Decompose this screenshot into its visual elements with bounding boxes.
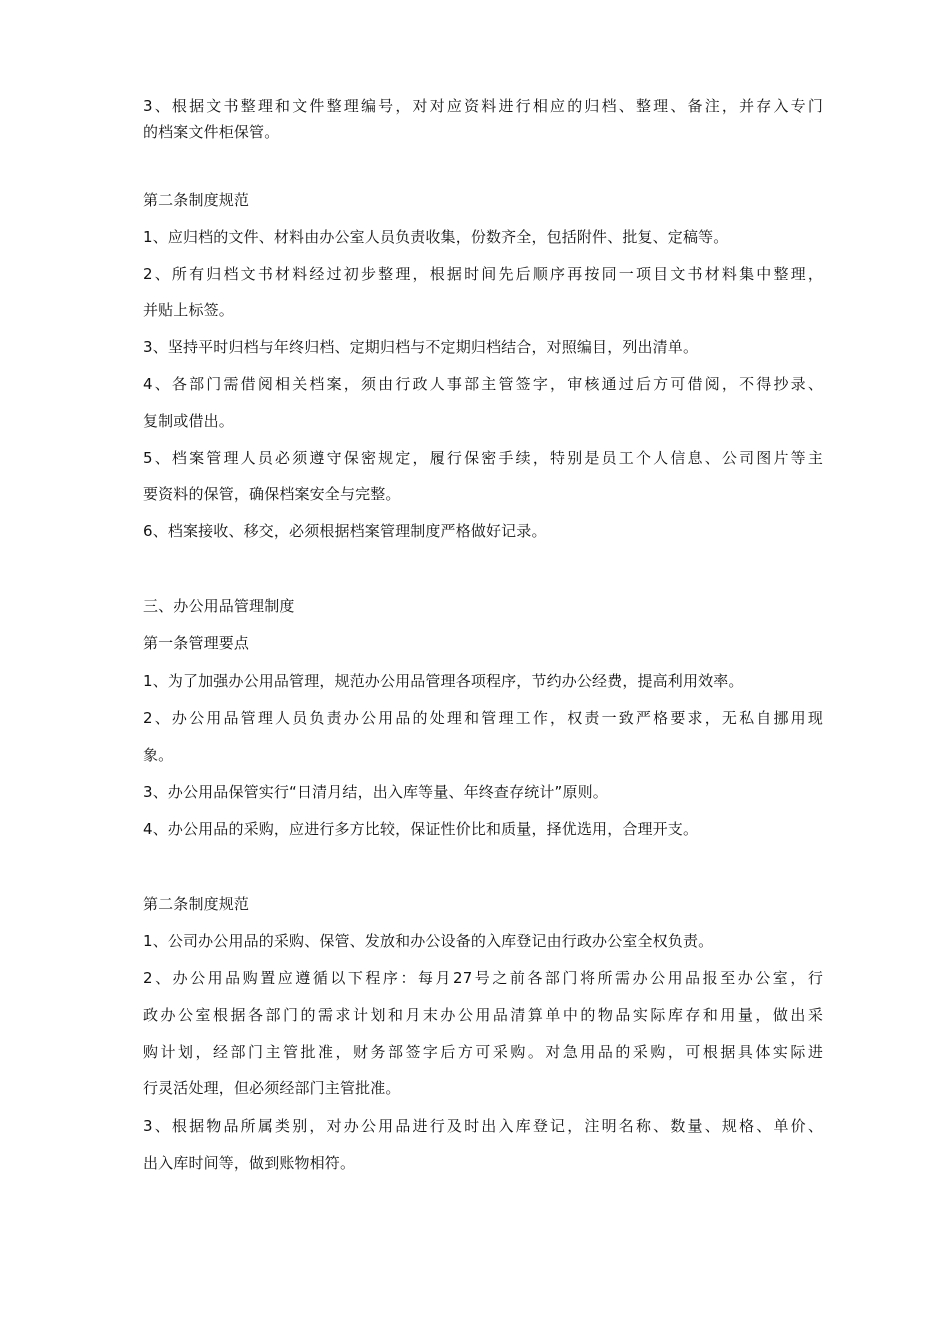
- text-line: 6、档案接收、移交，必须根据档案管理制度严格做好记录。: [143, 522, 547, 540]
- text-line: 并贴上标签。: [143, 301, 234, 319]
- text-line: 1、为了加强办公用品管理，规范办公用品管理各项程序，节约办公经费，提高利用效率。: [143, 672, 744, 690]
- text-line: 3、坚持平时归档与年终归档、定期归档与不定期归档结合，对照编目，列出清单。: [143, 338, 699, 356]
- section-heading: 第一条管理要点: [143, 634, 250, 652]
- text-line: 象。: [143, 746, 174, 764]
- text-line: 要资料的保管，确保档案安全与完整。: [143, 485, 401, 503]
- text-line: 5、档案管理人员必须遵守保密规定，履行保密手续，特别是员工个人信息、公司图片等主: [143, 449, 823, 467]
- text-line: 4、办公用品的采购，应进行多方比较，保证性价比和质量，择优选用，合理开支。: [143, 820, 699, 838]
- text-line: 4、各部门需借阅相关档案，须由行政人事部主管签字，审核通过后方可借阅，不得抄录、: [143, 375, 823, 393]
- text-line: 3、根据文书整理和文件整理编号，对对应资料进行相应的归档、整理、备注，并存入专门: [143, 97, 823, 115]
- section-heading: 第二条制度规范: [143, 895, 250, 913]
- text-line: 出入库时间等，做到账物相符。: [143, 1154, 356, 1172]
- section-heading: 第二条制度规范: [143, 191, 250, 209]
- text-line: 政办公室根据各部门的需求计划和月末办公用品清算单中的物品实际库存和用量，做出采: [143, 1006, 823, 1024]
- text-line: 复制或借出。: [143, 412, 234, 430]
- text-line: 3、办公用品保管实行“日清月结，出入库等量、年终查存统计”原则。: [143, 783, 608, 801]
- text-line: 的档案文件柜保管。: [143, 123, 280, 141]
- text-line: 1、应归档的文件、材料由办公室人员负责收集，份数齐全，包括附件、批复、定稿等。: [143, 228, 729, 246]
- text-line: 行灵活处理，但必须经部门主管批准。: [143, 1079, 401, 1097]
- text-line: 2、所有归档文书材料经过初步整理，根据时间先后顺序再按同一项目文书材料集中整理，: [143, 265, 823, 283]
- text-line: 3、根据物品所属类别，对办公用品进行及时出入库登记，注明名称、数量、规格、单价、: [143, 1117, 823, 1135]
- text-line: 1、公司办公用品的采购、保管、发放和办公设备的入库登记由行政办公室全权负责。: [143, 932, 714, 950]
- text-line: 2、办公用品管理人员负责办公用品的处理和管理工作，权责一致严格要求，无私自挪用现: [143, 709, 823, 727]
- text-line: 2、办公用品购置应遵循以下程序：每月27号之前各部门将所需办公用品报至办公室，行: [143, 969, 823, 987]
- chapter-heading: 三、办公用品管理制度: [143, 597, 295, 615]
- text-line: 购计划，经部门主管批准，财务部签字后方可采购。对急用品的采购，可根据具体实际进: [143, 1043, 823, 1061]
